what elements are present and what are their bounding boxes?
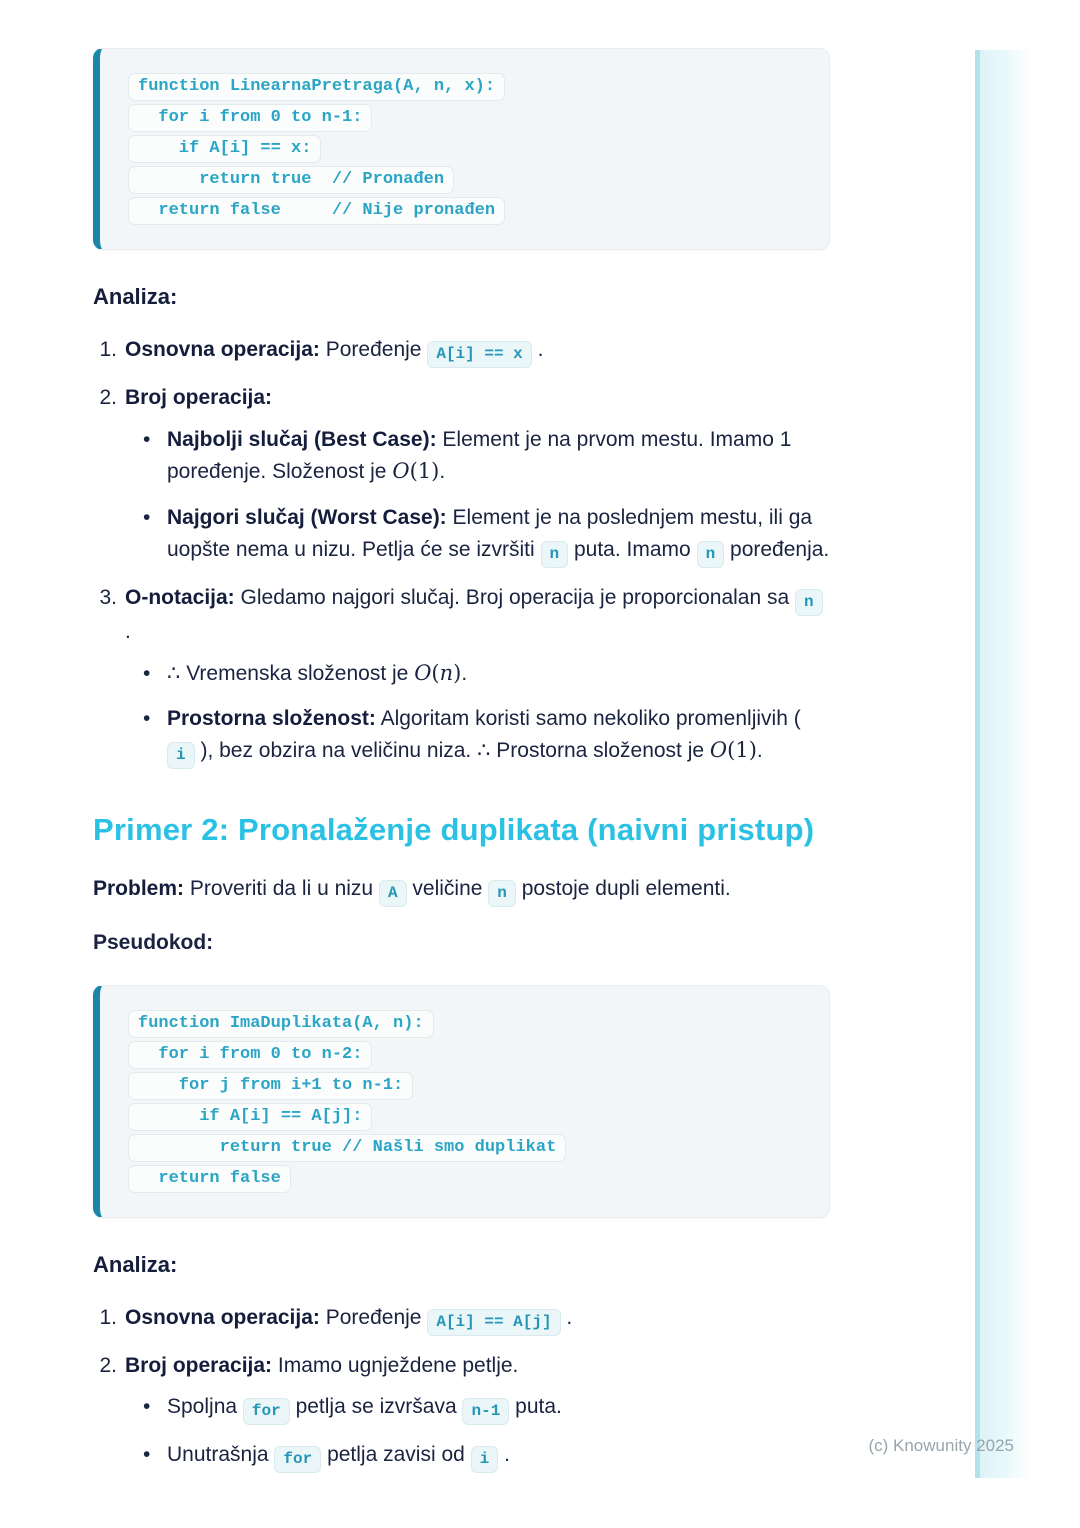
bullet-item-worst-case [125,502,830,568]
bullet-marker [143,1439,167,1473]
list-number: 2. [99,1353,117,1377]
analysis-list-2 [93,1302,830,1474]
inline-code-chip: n-1 [462,1398,509,1425]
bullet-content [167,502,830,568]
inline-code-chip: A[i] == x [427,341,531,368]
problem-statement [93,873,830,907]
nested-list [125,424,830,568]
code-line [128,1165,801,1193]
bullet-content [167,1439,830,1473]
inline-code-chip: for [274,1446,321,1473]
code-line-text: return false // Nije pronađen [128,197,505,225]
item-text: veličine [412,876,483,900]
bullet-content [167,658,830,690]
nested-list [125,658,830,770]
bullet-marker [143,502,167,568]
watermark: (c) Knowunity 2025 [868,1436,1014,1455]
inline-code-chip: i [167,742,195,769]
item-text: . [756,739,763,763]
item-text: ), bez obzira na veličinu niza. ∴ Prostorna složenost je [200,739,705,763]
analysis-heading-1: Analiza: [93,284,178,309]
item-text: ∴ Vremenska složenost je [167,661,409,685]
code-line-text: for i from 0 to n-1: [128,104,372,132]
code-line [128,1010,801,1038]
inline-code-chip: i [471,1446,499,1473]
item-text: Unutrašnja [167,1443,269,1467]
item-text: petlja zavisi od [327,1443,465,1467]
code-line-text: for j from i+1 to n-1: [128,1072,413,1100]
item-text: . [439,459,446,483]
list-item-operation-count-2 [93,1350,830,1474]
item-text: . [125,619,131,643]
pseudocode-block-linear-search [93,48,830,250]
inline-code-chip: for [243,1398,290,1425]
bullet-marker [143,658,167,690]
bullet-item-inner-loop [125,1439,830,1473]
analysis-heading-2: Analiza: [93,1251,178,1277]
nested-list [125,1391,830,1473]
inline-code-chip: A [379,880,407,907]
list-number: 2. [99,386,117,409]
item-label: Osnovna operacija: [125,338,320,361]
list-number: 1. [99,1305,117,1329]
code-line [128,135,801,163]
inline-code-chip: A[i] == A[j] [427,1309,560,1336]
item-text: poređenja. [730,537,830,561]
bullet-content [167,424,830,488]
right-sidebar-decoration [975,50,1032,1478]
item-text: Proveriti da li u nizu [189,876,374,900]
item-text: Imamo ugnježdene petlje. [277,1353,519,1377]
item-label: Osnovna operacija: [125,1305,320,1329]
code-line-text: if A[i] == x: [128,135,321,163]
inline-code-chip: n [795,589,823,616]
code-line [128,1103,801,1131]
list-item-basic-operation-2 [93,1302,830,1336]
item-text: . [461,661,468,685]
code-line-text: function ImaDuplikata(A, n): [128,1010,434,1038]
pseudocode-label: Pseudokod: [93,930,214,954]
item-label: Najgori slučaj (Worst Case): [167,505,447,529]
code-line [128,1134,801,1162]
inline-code-chip: n [541,541,569,568]
item-text: Poređenje [325,338,422,361]
math-notation: O(1) [392,458,440,483]
bullet-item-outer-loop [125,1391,830,1425]
code-line [128,73,801,101]
list-item-content [125,334,830,368]
code-line-text: return true // Našli smo duplikat [128,1134,566,1162]
bullet-content [167,703,830,769]
code-line [128,1072,801,1100]
math-notation: O(n) [414,660,462,685]
code-line-text: return true // Pronađen [128,166,454,194]
item-label: Prostorna složenost: [167,707,376,731]
item-text: puta. [515,1395,562,1419]
code-line [128,197,801,225]
list-item-content [125,1350,830,1474]
item-text: Gledamo najgori slučaj. Broj operacija je proporcionalan sa [240,585,790,609]
main-content [93,0,830,1487]
section-heading-primer-2: Primer 2: Pronalaženje duplikata (naivni pristup) [93,812,815,848]
item-label: Broj operacija: [125,1353,273,1377]
item-label: Problem: [93,876,185,900]
item-text: puta. Imamo [573,537,691,561]
item-text: postoje dupli elementi. [521,876,731,900]
analysis-list-1 [93,334,830,769]
pseudocode-block-duplicates [93,985,830,1218]
item-text: . [504,1443,510,1467]
item-text: petlja se izvršava [295,1395,457,1419]
code-line-text: function LinearnaPretraga(A, n, x): [128,73,505,101]
list-item-content [125,382,830,568]
bullet-item-space-complexity [125,703,830,769]
code-line-text: if A[i] == A[j]: [128,1103,372,1131]
bullet-marker [143,424,167,488]
item-text: Element je na prvom mestu. Imamo 1 poređenje. Složenost je [167,427,792,483]
bullet-marker [143,1391,167,1425]
item-text: . [537,338,544,361]
inline-code-chip: n [488,880,516,907]
code-line-text: for i from 0 to n-2: [128,1041,372,1069]
code-line [128,1041,801,1069]
list-item-content [125,582,830,770]
list-item-o-notation [93,582,830,770]
inline-code-chip: n [697,541,725,568]
code-line-text: return false [128,1165,291,1193]
list-item-basic-operation [93,334,830,368]
bullet-marker [143,703,167,769]
item-text: Spoljna [167,1395,238,1419]
list-number: 1. [99,338,117,361]
item-text: . [566,1305,573,1329]
bullet-item-best-case [125,424,830,488]
list-item-operation-count [93,382,830,568]
item-text: Element je na poslednjem mestu, ili ga uopšte nema u nizu. Petlja će se izvršiti [167,505,813,561]
code-line [128,104,801,132]
list-item-content [125,1302,830,1336]
item-label: Najbolji slučaj (Best Case): [167,427,437,451]
code-line [128,166,801,194]
list-number: 3. [99,585,117,609]
bullet-content [167,1391,830,1425]
bullet-item-time-complexity [125,658,830,690]
item-label: O-notacija: [125,585,235,609]
item-text: Algoritam koristi samo nekoliko promenljivih ( [380,707,801,731]
math-notation: O(1) [709,738,757,763]
item-label: Broj operacija: [125,386,273,409]
item-text: Poređenje [325,1305,422,1329]
